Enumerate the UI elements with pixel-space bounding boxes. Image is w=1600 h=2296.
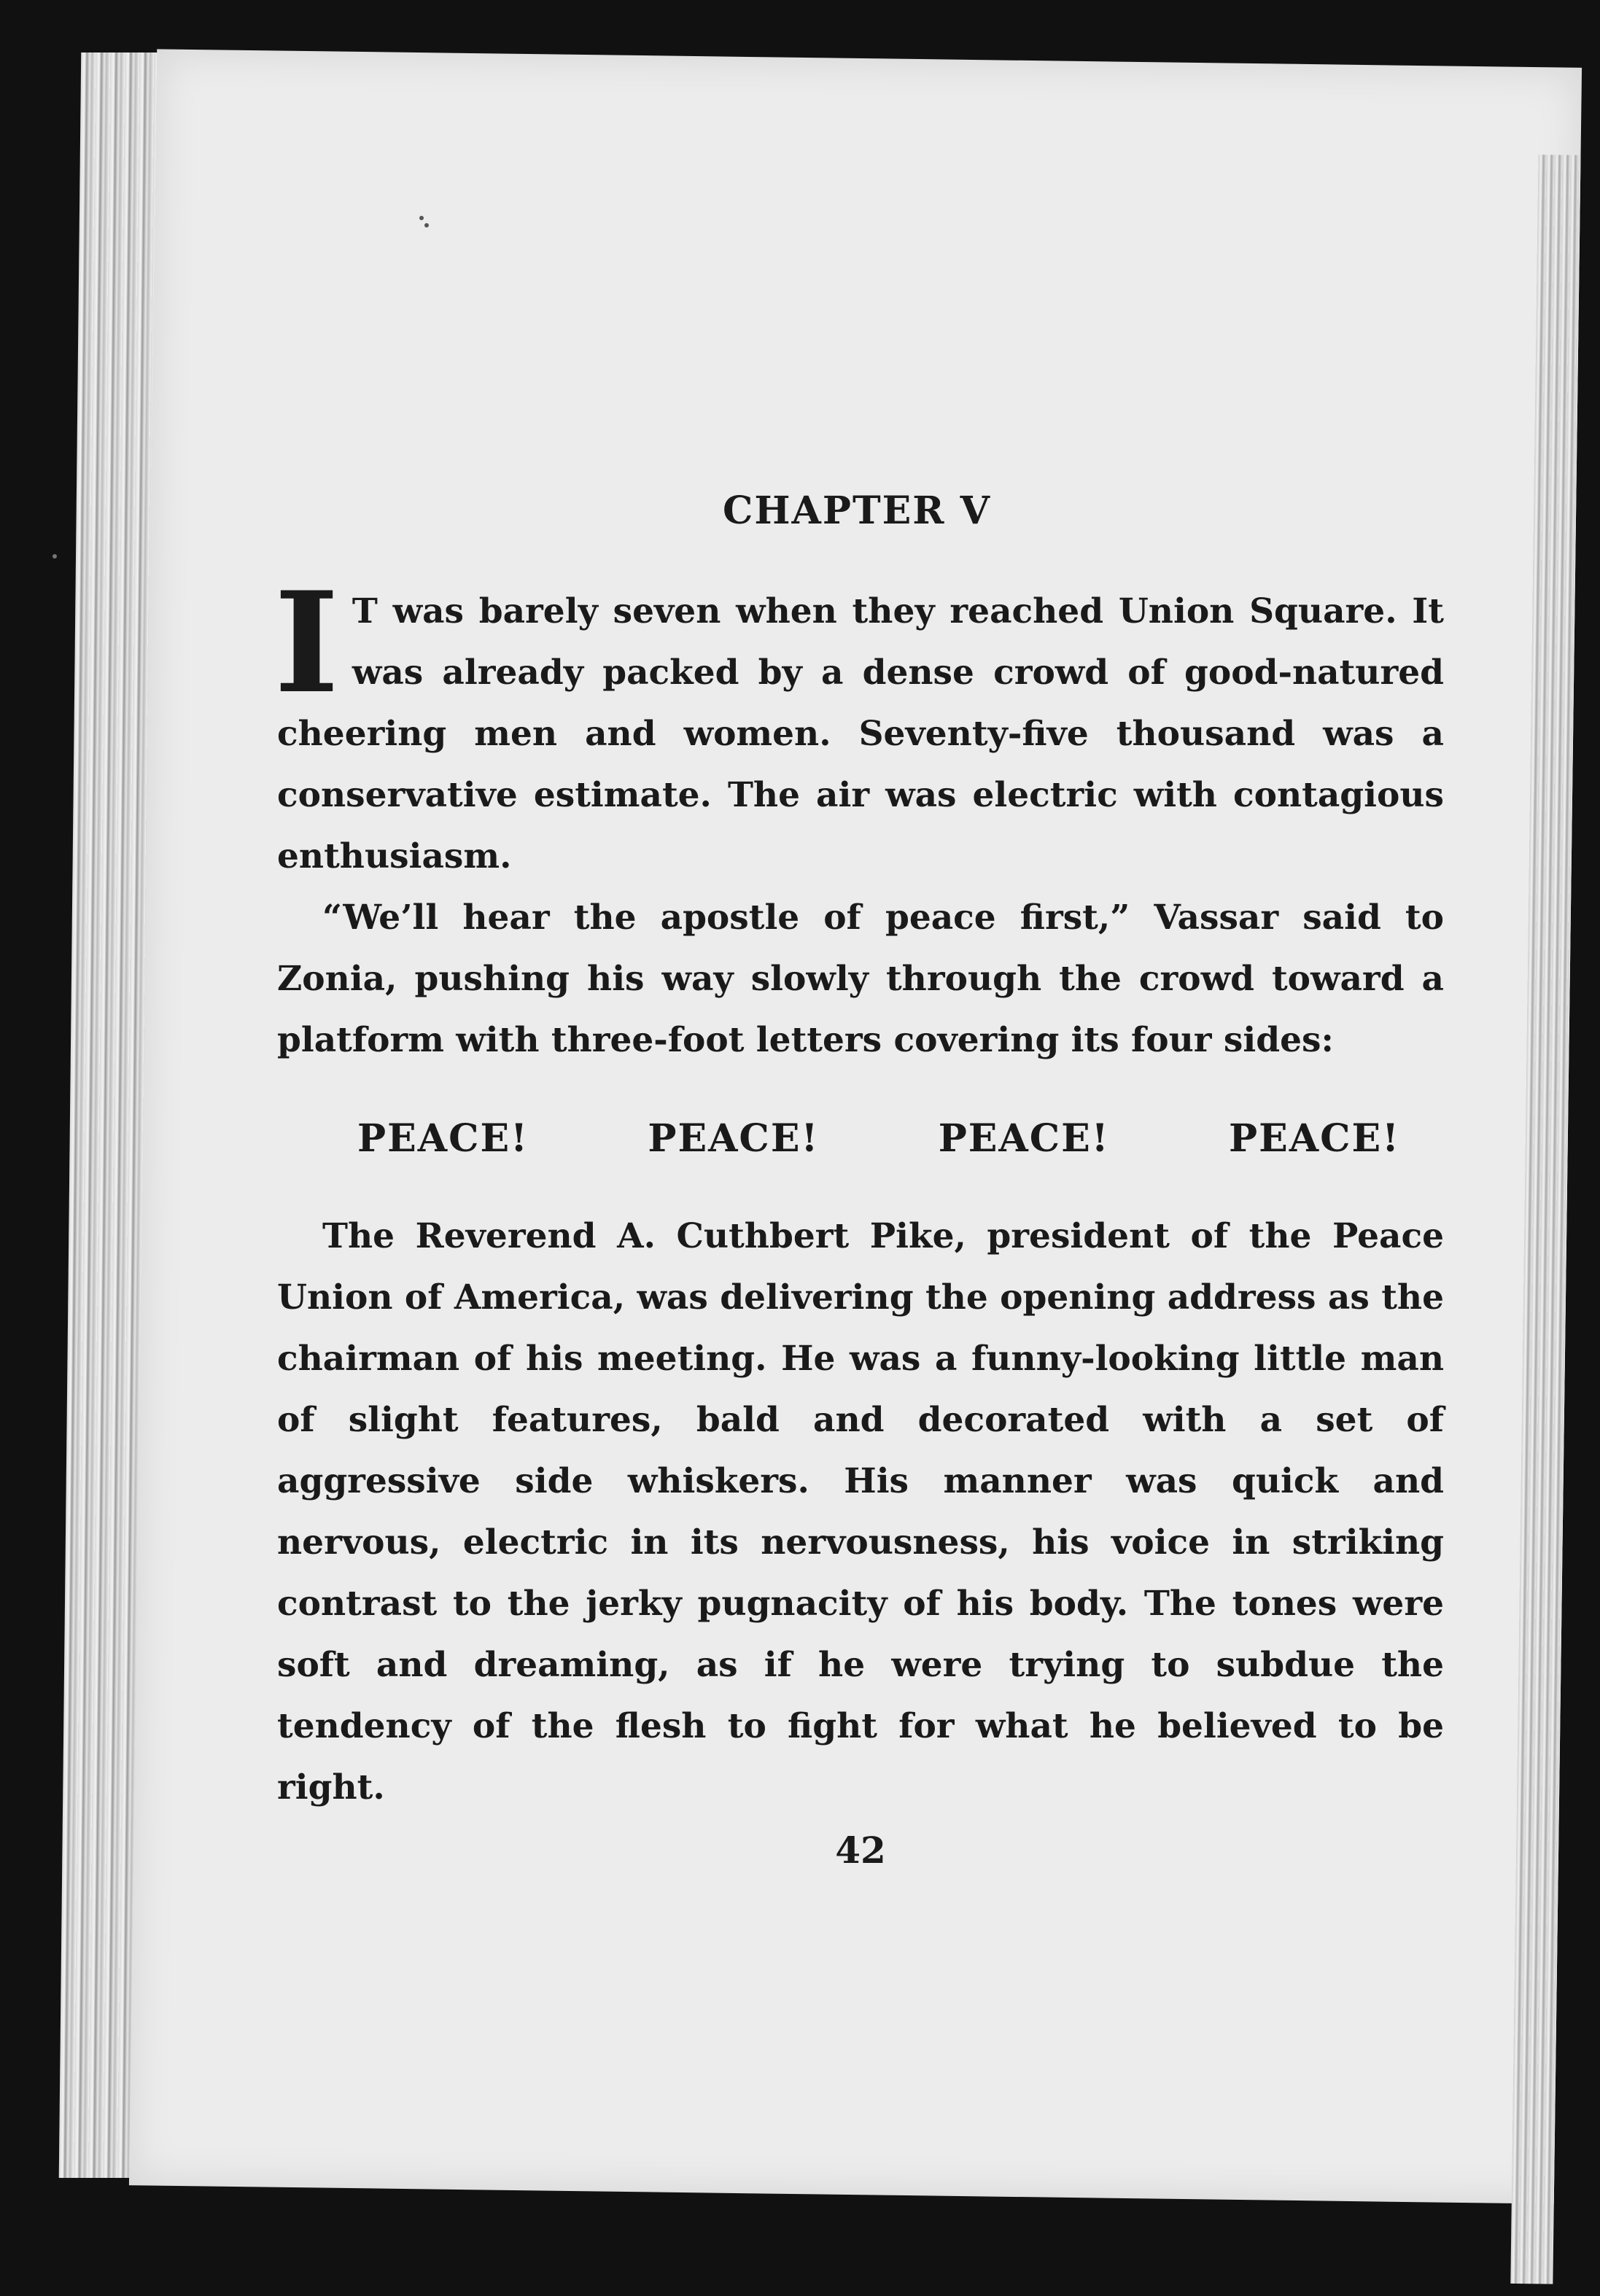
page-text-block	[274, 489, 1444, 1872]
dust-speck	[53, 554, 57, 559]
banner-word: PEACE!	[648, 1116, 820, 1161]
banner-word: PEACE!	[357, 1116, 529, 1161]
banner-word: PEACE!	[1229, 1116, 1400, 1161]
drop-cap: I	[274, 561, 339, 724]
platform-banner	[277, 1116, 1444, 1161]
dust-speck	[424, 223, 429, 227]
opening-paragraph-text: T was barely seven when they reached Union Square. It was already packed by a dense crowd of good-natured cheering men and women. Seventy-five thousand was a conservative estimate. The air was electric with contagious enthusiasm.	[277, 591, 1444, 876]
page-number: 42	[835, 1829, 886, 1872]
right-page-edge	[1510, 155, 1580, 2284]
dust-speck	[419, 216, 424, 220]
description-paragraph: The Reverend A. Cuthbert Pike, president of the Peace Union of America, was delivering the opening address as the chairman of his meeting. He was a funny-looking little man of slight features, bald and decorated with a set of aggressive side whiskers. His manner was quick and nervous, electric in its nervousness, his voice in striking contrast to the jerky pugnacity of his body. The tones were soft and dreaming, as if he were trying to subdue the tendency of the flesh to fight for what he believed to be right.	[277, 1216, 1444, 1807]
banner-word: PEACE!	[938, 1116, 1110, 1161]
opening-paragraph	[274, 561, 1444, 887]
dialogue-paragraph: “We’ll hear the apostle of peace first,” Vassar said to Zonia, pushing his way slowly through the crowd toward a platform with three-foot letters covering its four sides:	[277, 898, 1444, 1060]
chapter-heading: CHAPTER V	[723, 489, 991, 533]
